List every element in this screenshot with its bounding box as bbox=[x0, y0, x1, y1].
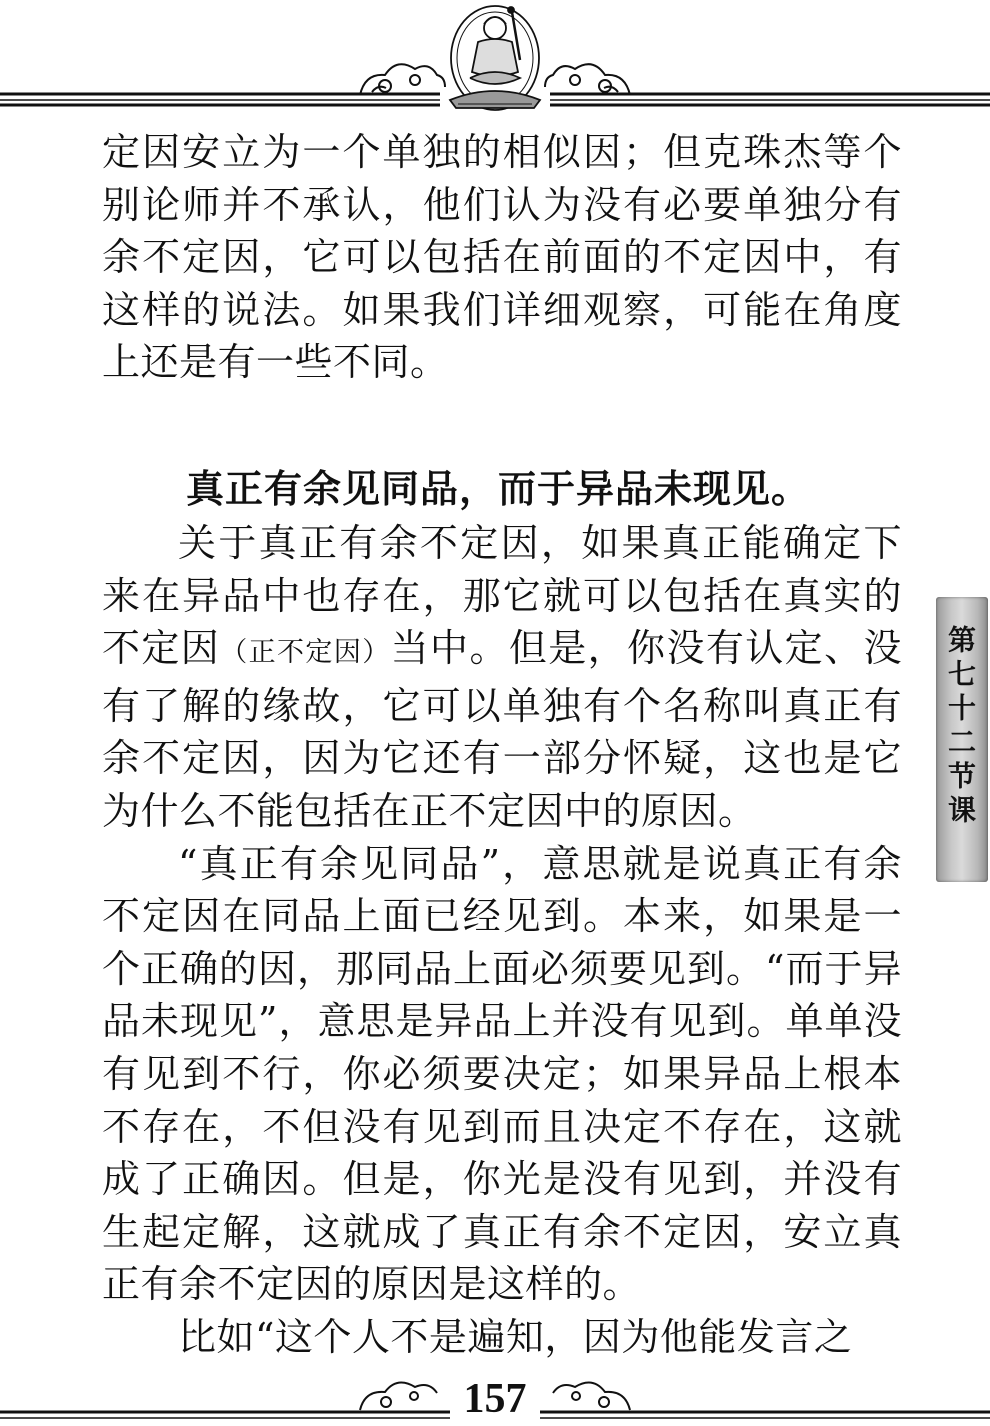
paragraph-continued: 定因安立为一个单独的相似因；但克珠杰等个别论师并不承认，他们认为没有必要单独分有余不定因，它可以包括在前面的不定因中，有这样的说法。如果我们详细观察，可能在角度上还是有一些不同。 bbox=[102, 130, 902, 385]
paragraph-2-part-b: 当中。但是，你没有认定、没有了解的缘故，它可以单独有个名称叫真正有余不定因，因为它还有一部分怀疑，这也是它为什么不能包括在正不定因中的原因。 bbox=[102, 626, 902, 833]
chapter-label: 第七十二节课 bbox=[944, 625, 977, 829]
paragraph-4: 比如“这个人不是遍知，因为他能发言之 bbox=[178, 1314, 853, 1359]
inline-note: （正不定因） bbox=[220, 637, 391, 669]
section-gap bbox=[102, 389, 902, 449]
cloud-scroll-ornament-icon bbox=[545, 64, 630, 95]
cloud-scroll-ornament-icon bbox=[360, 64, 445, 95]
paragraph-2 bbox=[102, 517, 902, 838]
cloud-scroll-ornament-icon bbox=[553, 1383, 630, 1410]
paragraph-3: “真正有余见同品”，意思就是说真正有余不定因在同品上面已经见到。本来，如果是一个正确的因，那同品上面必须要见到。“而于异品未现见”，意思是异品上并没有见到。单单没有见到不行，你必须要决定；如果异品上根本不存在，不但没有见到而且决定不存在，这就成了正确因。但是，你光是没有见到，并没有生起定解，这就成了真正有余不定因，安立真正有余不定因的原因是这样的。 bbox=[102, 841, 902, 1307]
verse-heading: 真正有余见同品，而于异品未现见。 bbox=[186, 466, 811, 511]
cloud-scroll-ornament-icon bbox=[360, 1383, 437, 1410]
chapter-side-tab bbox=[936, 597, 988, 882]
header-ornament bbox=[0, 0, 990, 120]
page-number: 157 bbox=[463, 1376, 527, 1422]
body-text bbox=[102, 126, 902, 1363]
paragraph-2-part-a: 关于真正有余不定因，如果真正能确定下来在异品中也存在，那它就可以包括在真实的不定因 bbox=[102, 520, 902, 671]
deity-figure-icon bbox=[450, 6, 540, 110]
